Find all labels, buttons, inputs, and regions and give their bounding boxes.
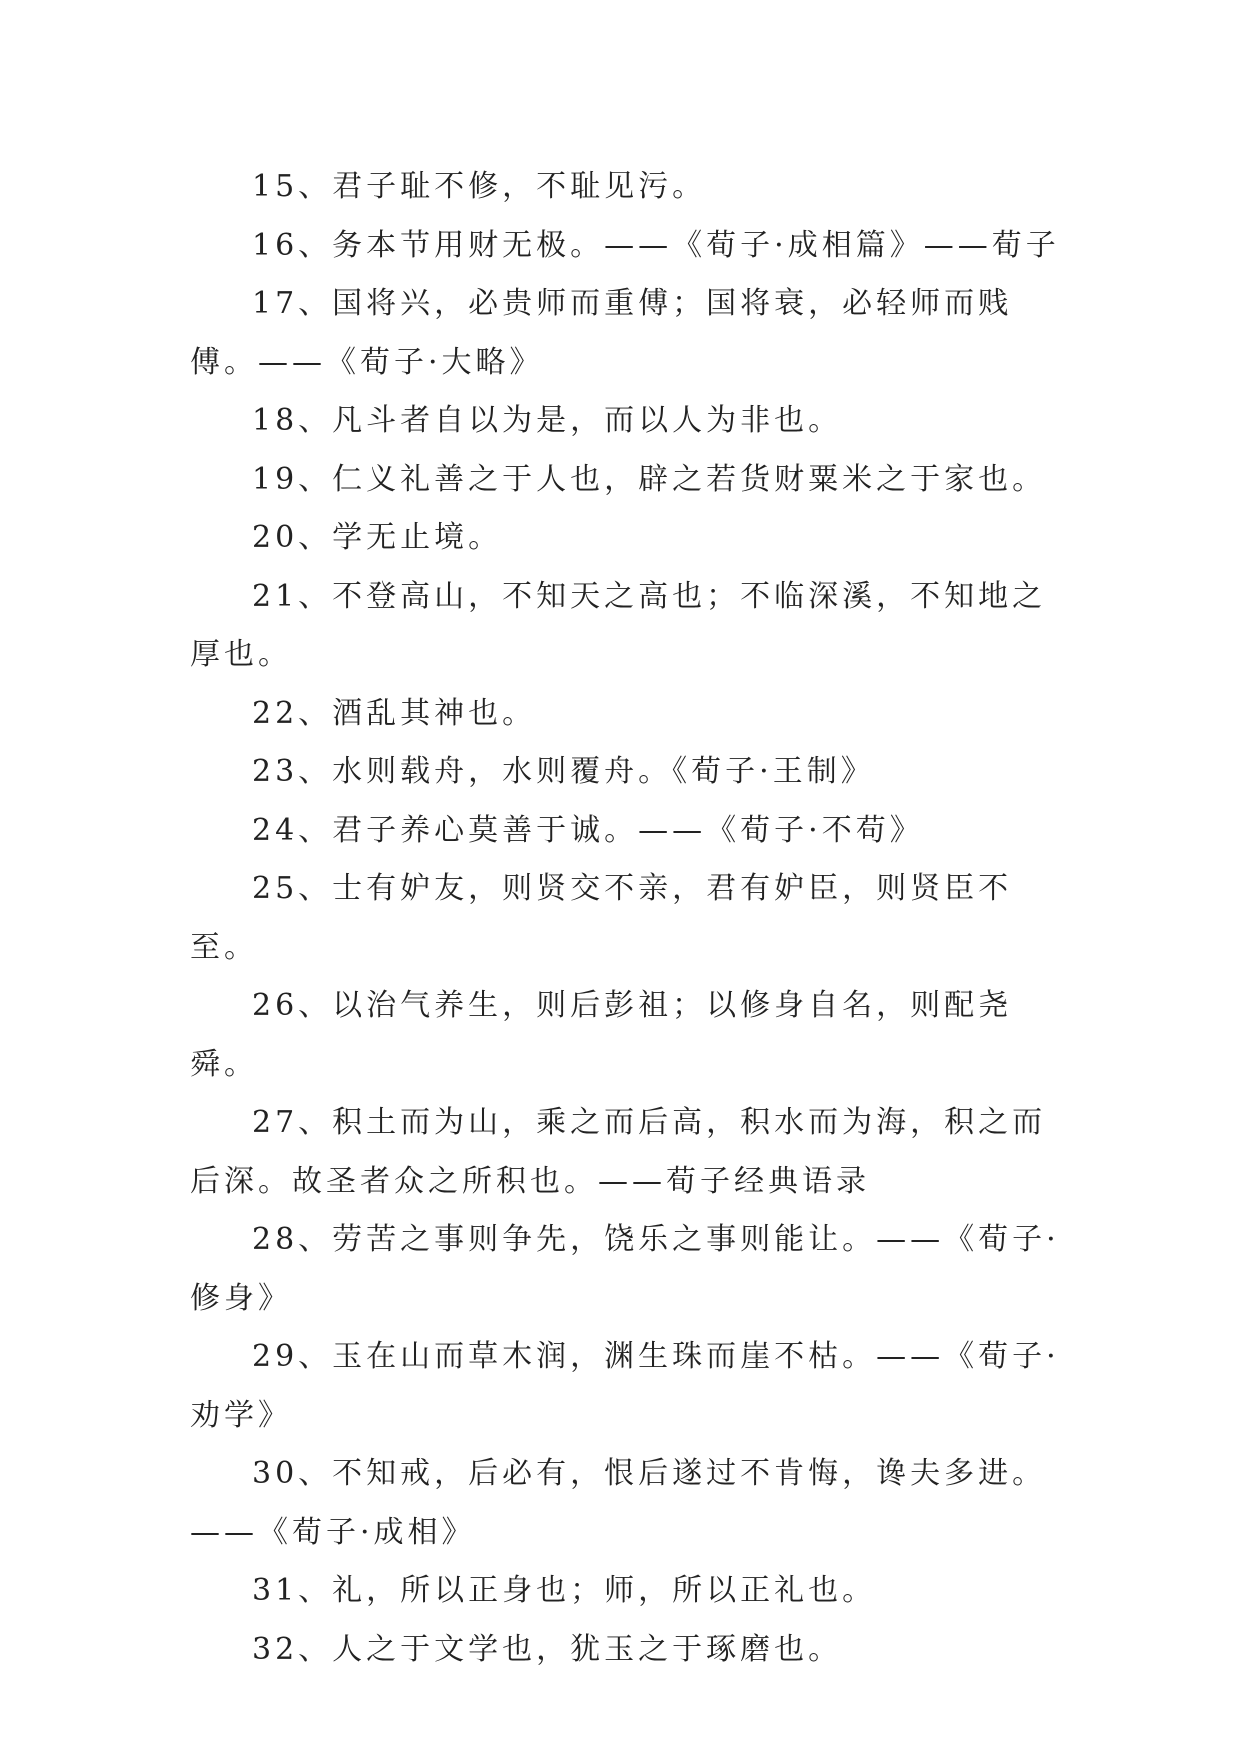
quote-paragraph: 22、酒乱其神也。 xyxy=(252,695,537,731)
quote-paragraph: 21、不登高山，不知天之高也；不临深溪，不知地之厚也。 xyxy=(190,578,1047,672)
quote-list xyxy=(190,158,1070,1679)
quote-paragraph: 18、凡斗者自以为是，而以人为非也。 xyxy=(252,403,843,438)
quote-paragraph: 32、人之于文学也，犹玉之于琢磨也。 xyxy=(252,1631,843,1667)
quote-paragraph: 23、水则载舟，水则覆舟。《荀子·王制》 xyxy=(252,754,875,789)
quote-paragraph: 28、劳苦之事则争先，饶乐之事则能让。——《荀子·修身》 xyxy=(190,1222,1060,1316)
quote-paragraph: 24、君子养心莫善于诚。——《荀子·不苟》 xyxy=(252,812,924,848)
quote-paragraph: 27、积土而为山，乘之而后高，积水而为海，积之而后深。故圣者众之所积也。——荀子经典语录 xyxy=(190,1105,1047,1199)
quote-paragraph: 20、学无止境。 xyxy=(252,520,503,555)
quote-paragraph: 29、玉在山而草木润，渊生珠而崖不枯。——《荀子·劝学》 xyxy=(190,1339,1060,1433)
quote-paragraph: 16、务本节用财无极。——《荀子·成相篇》——荀子 xyxy=(252,227,1060,263)
quote-paragraph: 25、士有妒友，则贤交不亲，君有妒臣，则贤臣不至。 xyxy=(190,871,1013,965)
quote-paragraph: 30、不知戒，后必有，恨后遂过不肯悔，谗夫多进。——《荀子·成相》 xyxy=(190,1456,1047,1550)
quote-paragraph: 26、以治气养生，则后彭祖；以修身自名，则配尧舜。 xyxy=(190,988,1013,1082)
quote-paragraph: 15、君子耻不修，不耻见污。 xyxy=(252,169,707,204)
quote-paragraph: 17、国将兴，必贵师而重傅；国将衰，必轻师而贱傅。——《荀子·大略》 xyxy=(190,286,1013,380)
quote-paragraph: 31、礼，所以正身也；师，所以正礼也。 xyxy=(252,1573,877,1608)
quote-paragraph: 19、仁义礼善之于人也，辟之若货财粟米之于家也。 xyxy=(252,461,1047,497)
